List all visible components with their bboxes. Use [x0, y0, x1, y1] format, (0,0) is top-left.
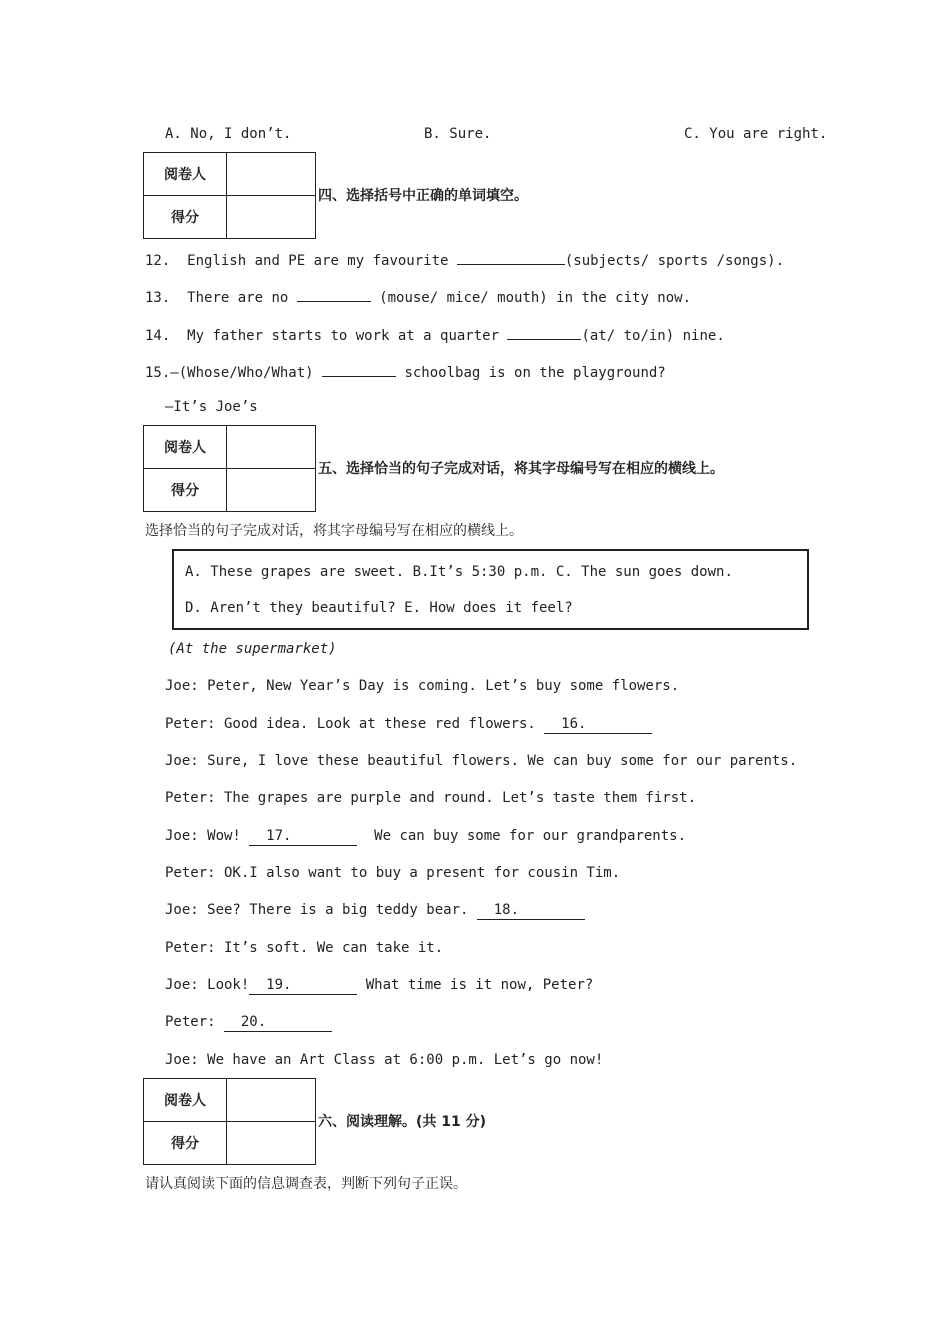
dialogue-line: Joe: Sure, I love these beautiful flowers. We can buy some for our parents. [165, 753, 798, 769]
answer-blank-18[interactable]: 18. [477, 901, 585, 920]
dialogue-line: Peter: 20. [165, 1012, 332, 1032]
options-line-2: D. Aren’t they beautiful? E. How does it feel? [185, 600, 573, 616]
score-box-section5 [143, 425, 316, 512]
reviewer-label: 阅卷人 [144, 426, 227, 469]
score-label: 得分 [144, 469, 227, 512]
answer-blank-19[interactable]: 19. [249, 976, 357, 995]
dialogue-line: Joe: We have an Art Class at 6:00 p.m. Let’s go now! [165, 1052, 604, 1068]
score-cell[interactable] [227, 1122, 316, 1165]
dialogue-line: Joe: Look! 19. What time is it now, Peter? [165, 977, 594, 993]
dialogue-line: Joe: Peter, New Year’s Day is coming. Let’s buy some flowers. [165, 678, 680, 694]
reviewer-cell[interactable] [227, 1079, 316, 1122]
score-label: 得分 [144, 196, 227, 239]
answer-blank-20[interactable]: 20. [224, 1013, 332, 1032]
answer-blank-14[interactable] [507, 323, 581, 340]
score-box-section4 [143, 152, 316, 239]
section5-instruction: 选择恰当的句子完成对话，将其字母编号写在相应的横线上。 [145, 523, 523, 539]
q11-option-c: C. You are right. [684, 126, 828, 142]
dialogue-setting: (At the supermarket) [168, 641, 337, 657]
dialogue-line: Peter: The grapes are purple and round. Let’s taste them first. [165, 790, 697, 806]
question-15: 15.—(Whose/Who/What) schoolbag is on the playground? [145, 360, 666, 383]
dialogue-line: Joe: See? There is a big teddy bear. 18. [165, 900, 585, 920]
dialogue-line: Peter: It’s soft. We can take it. [165, 940, 444, 956]
question-12: 12. English and PE are my favourite (subjects/ sports /songs). [145, 248, 784, 271]
reviewer-cell[interactable] [227, 153, 316, 196]
score-cell[interactable] [227, 196, 316, 239]
section5-title: 五、选择恰当的句子完成对话，将其字母编号写在相应的横线上。 [318, 461, 724, 477]
score-cell[interactable] [227, 469, 316, 512]
score-box-section6 [143, 1078, 316, 1165]
q11-option-b: B. Sure. [424, 126, 492, 142]
reviewer-label: 阅卷人 [144, 1079, 227, 1122]
question-13: 13. There are no (mouse/ mice/ mouth) in the city now. [145, 285, 691, 308]
section6-instruction: 请认真阅读下面的信息调查表，判断下列句子正误。 [145, 1176, 467, 1192]
dialogue-line: Peter: OK.I also want to buy a present for cousin Tim. [165, 865, 621, 881]
section4-title: 四、选择括号中正确的单词填空。 [318, 188, 528, 204]
answer-blank-12[interactable] [457, 248, 565, 265]
q11-option-a: A. No, I don’t. [165, 126, 292, 142]
answer-blank-16[interactable]: 16. [544, 715, 652, 734]
answer-blank-17[interactable]: 17. [249, 827, 357, 846]
question-14: 14. My father starts to work at a quarter (at/ to/in) nine. [145, 323, 725, 346]
reviewer-label: 阅卷人 [144, 153, 227, 196]
answer-line-15: —It’s Joe’s [165, 399, 258, 415]
dialogue-line: Joe: Wow! 17. We can buy some for our grandparents. [165, 828, 687, 844]
options-line-1: A. These grapes are sweet. B.It’s 5:30 p.m. C. The sun goes down. [185, 564, 733, 580]
reviewer-cell[interactable] [227, 426, 316, 469]
answer-blank-15[interactable] [322, 360, 396, 377]
score-label: 得分 [144, 1122, 227, 1165]
answer-blank-13[interactable] [297, 285, 371, 302]
section6-title: 六、阅读理解。(共 11 分) [318, 1114, 487, 1130]
dialogue-line: Peter: Good idea. Look at these red flowers. 16. [165, 714, 652, 734]
